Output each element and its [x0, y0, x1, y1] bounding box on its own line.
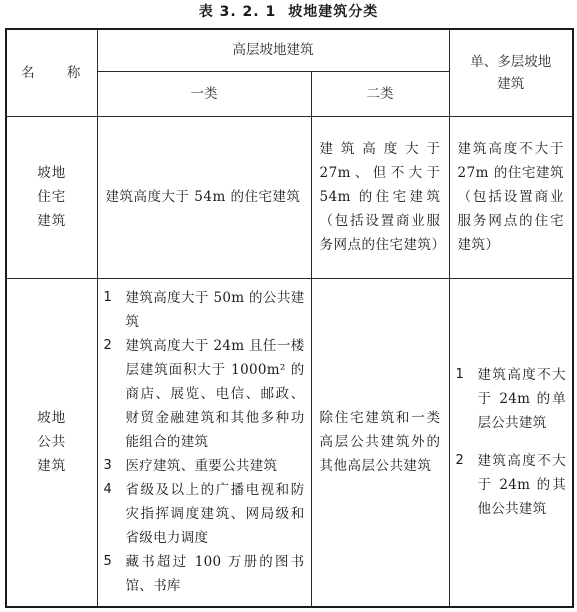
header-high-rise-cell [97, 29, 449, 71]
public-class-one-list [98, 282, 311, 602]
header-low-rise: 单、多层坡地建筑 [470, 53, 552, 92]
list-item: 1 建筑高度不大于 24m 的单层公共建筑 [455, 367, 566, 432]
header-class-one: 一类 [190, 85, 218, 102]
residential-row [6, 116, 573, 278]
header-class-two: 二类 [366, 85, 394, 102]
list-item: 3 医疗建筑、重要公共建筑 [103, 458, 278, 475]
header-name-cell [6, 29, 97, 116]
residential-class-two-cell [311, 116, 449, 278]
public-class-one-cell [97, 278, 311, 607]
residential-label: 坡地住宅建筑 [37, 165, 67, 229]
public-low-rise-list [450, 359, 573, 525]
public-label-cell [6, 278, 97, 607]
header-class-two-cell [311, 71, 449, 116]
table-title: 坡地建筑分类 [288, 4, 379, 20]
list-item: 2 建筑高度大于 24m 且任一楼层建筑面积大于 1000m² 的商店、展览、电信、邮政、财贸金融建筑和其他多种功能组合的建筑 [103, 338, 305, 451]
residential-label-cell [6, 116, 97, 278]
header-high-rise: 高层坡地建筑 [232, 42, 314, 59]
table-caption [0, 2, 577, 22]
list-item: 2 建筑高度不大于 24m 的其他公共建筑 [455, 453, 566, 518]
public-low-rise-cell [449, 278, 573, 607]
header-class-one-cell [97, 71, 311, 116]
residential-low-rise: 建筑高度不大于 27m 的住宅建筑（包括设置商业服务网点的住宅建筑） [457, 141, 564, 253]
residential-low-rise-cell [449, 116, 573, 278]
table-number: 表 3. 2. 1 [198, 4, 277, 20]
list-item: 4 省级及以上的广播电视和防灾指挥调度建筑、网局级和省级电力调度 [103, 482, 305, 547]
public-class-two-cell [311, 278, 449, 607]
list-item: 5 藏书超过 100 万册的图书馆、书库 [103, 554, 305, 595]
header-row-1 [6, 29, 573, 71]
list-item: 1 建筑高度大于 50m 的公共建筑 [103, 290, 305, 331]
header-name: 名 称 [21, 64, 95, 81]
building-classification-table [5, 28, 574, 608]
residential-class-one: 建筑高度大于 54m 的住宅建筑 [105, 189, 301, 205]
public-class-two: 除住宅建筑和一类高层公共建筑外的其他高层公共建筑 [319, 410, 441, 475]
residential-class-two: 建筑高度大于 27m、但不大于 54m 的住宅建筑（包括设置商业服务网点的住宅建筑） [319, 141, 446, 253]
public-label: 坡地公共建筑 [37, 410, 67, 475]
residential-class-one-cell [97, 116, 311, 278]
header-low-rise-cell [449, 29, 573, 116]
public-row [6, 278, 573, 607]
